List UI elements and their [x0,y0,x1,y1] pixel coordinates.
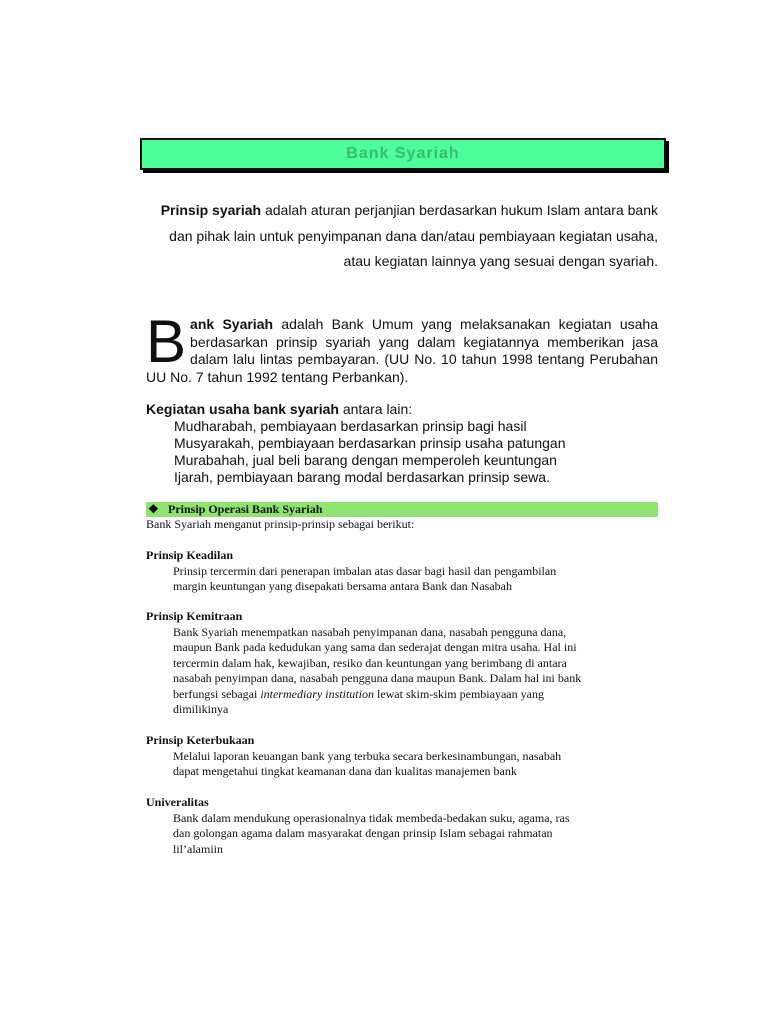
principle-universalitas [146,795,658,857]
kegiatan-item: Murabahah, jual beli barang dengan memperoleh keuntungan [174,452,557,468]
principle-line: Bank dalam mendukung operasionalnya tidak membeda-bedakan suku, agama, ras [173,810,570,825]
principle-line: Melalui laporan keuangan bank yang terbuka secara berkesinambungan, nasabah [173,748,562,763]
principle-line: Bank Syariah menempatkan nasabah penyimpanan dana, nasabah pengguna dana, [173,624,567,639]
principle-line: Prinsip tercermin dari penerapan imbalan atas dasar bagi hasil dan pengambilan [173,563,557,578]
kegiatan-item: Ijarah, pembiayaan barang modal berdasarkan prinsip sewa. [174,469,550,485]
kegiatan-heading-bold: Kegiatan usaha bank syariah [146,401,339,417]
intro-paragraph [160,198,658,275]
principle-kemitraan [146,609,658,718]
title-banner [140,138,666,170]
principle-line: dimilikinya [173,702,229,716]
principle-line-text: berfungsi sebagai [173,686,261,701]
principle-line: margin keuntungan yang disepakati bersama antara Bank dan Nasabah [173,579,512,593]
principle-keadilan [146,548,658,595]
drop-cap: B [146,308,187,375]
italic-term: intermediary institution [260,686,374,701]
principle-title: Prinsip Keadilan [146,548,234,562]
diamond-bullet-icon: ❖ [148,502,159,516]
kegiatan-section [146,401,658,486]
principle-line: maupun Bank pada kedudukan yang sama dan sederajat dengan mitra usaha. Hal ini [173,640,577,654]
kegiatan-item: Musyarakah, pembiayaan berdasarkan prinsip usaha patungan [174,435,566,451]
principle-title: Prinsip Kemitraan [146,609,243,623]
section-heading-bar [146,502,658,517]
bank-bold-term: ank Syariah [190,316,274,332]
section-heading: Prinsip Operasi Bank Syariah [168,502,323,516]
principle-line [146,687,658,703]
bank-definition-paragraph [146,308,658,386]
principle-line: dan golongan agama dalam masyarakat dengan prinsip Islam sebagai rahmatan [173,826,553,840]
kegiatan-heading-rest: antara lain: [338,401,413,417]
bank-definition-text: adalah Bank Umum yang melaksanakan kegiatan usaha berdasarkan prinsip syariah yang dalam kegiatannya memberikan jasa dalam lalu lintas pembayaran. (UU No. 10 tahun 1998 tentang Perubahan UU No. 7 tahun 1992 tentang Perbankan). [146,316,658,385]
principle-keterbukaan [146,733,658,780]
principle-line: lil’alamiin [173,841,223,856]
principle-line-text: lewat skim-skim pembiayaan yang [373,686,544,701]
principle-title: Univeralitas [146,795,209,809]
section-intro: Bank Syariah menganut prinsip-prinsip sebagai berikut: [146,517,415,531]
kegiatan-heading [146,401,658,418]
page-title: Bank Syariah [346,145,460,162]
principle-line: dapat mengetahui tingkat keamanan dana dan kualitas manajemen bank [173,764,517,778]
principle-line: nasabah penyimpan dana, nasabah pengguna dana maupun Bank. Dalam hal ini bank [173,671,582,685]
kegiatan-item: Mudharabah, pembiayaan berdasarkan prinsip bagi hasil [174,418,527,434]
intro-bold-term: Prinsip syariah [160,202,262,218]
principle-line: tercermin dalam hak, kewajiban, resiko dan keuntungan yang berimbang di antara [173,655,567,670]
principle-title: Prinsip Keterbukaan [146,733,255,747]
intro-text: adalah aturan perjanjian berdasarkan hukum Islam antara bank dan pihak lain untuk penyimpanan dana dan/atau pembiayaan kegiatan usaha, atau kegiatan lainnya yang sesuai dengan syariah. [169,202,658,269]
